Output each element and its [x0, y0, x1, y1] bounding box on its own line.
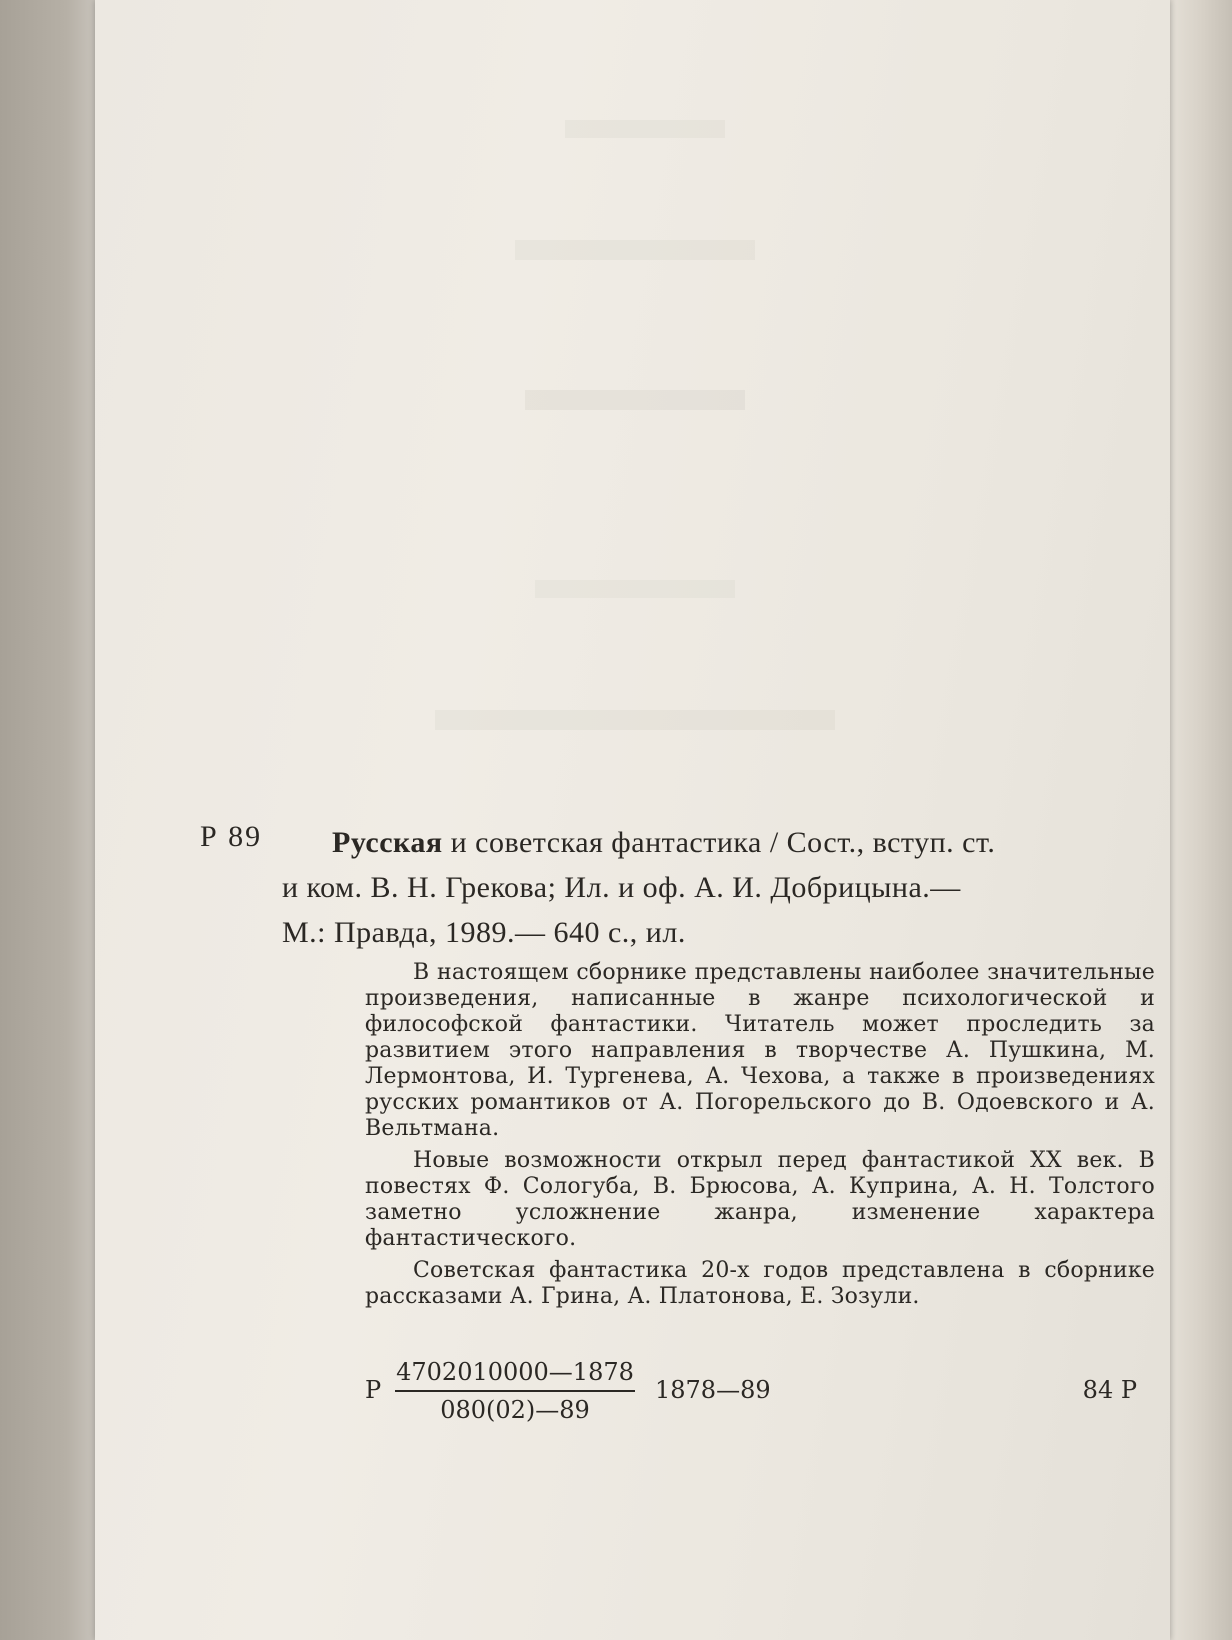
show-through-mark — [565, 120, 725, 138]
background-left — [0, 0, 95, 1640]
bib-line-1 — [332, 820, 1132, 865]
show-through-mark — [525, 390, 745, 410]
bib-line-2: и ком. В. Н. Грекова; Ил. и оф. А. И. Добрицына.— — [282, 871, 961, 904]
show-through-mark — [535, 580, 735, 598]
annotation — [365, 960, 1155, 1316]
index-prefix: Р — [365, 1376, 382, 1404]
classification-code: Р 89 — [200, 820, 263, 853]
book-title-word: Русская — [332, 826, 443, 859]
order-number: 1878—89 — [655, 1376, 771, 1404]
index-numerator: 4702010000—1878 — [395, 1358, 635, 1392]
lbc-code: 84 Р — [1082, 1376, 1137, 1404]
index-fraction — [395, 1358, 635, 1424]
annotation-paragraph: Советская фантастика 20-х годов представлена в сборнике рассказами А. Грина, А. Платонова, Е. Зозули. — [365, 1258, 1155, 1309]
catalog-index — [365, 1358, 1165, 1428]
index-denominator: 080(02)—89 — [440, 1396, 590, 1424]
annotation-paragraph: В настоящем сборнике представлены наиболее значительные произведения, написанные в жанре психологической и философской фантастики. Читатель может проследить за развитием этого направления в творчестве А. Пушкина, М. Лермонтова, И. Тургенева, А. Чехова, а также в произведениях русских романтиков от А. Погорельского до В. Одоевского и А. Вельтмана. — [365, 960, 1155, 1141]
show-through-mark — [435, 710, 835, 730]
bib-line-3: М.: Правда, 1989.— 640 с., ил. — [282, 916, 686, 949]
annotation-paragraph: Новые возможности открыл перед фантастикой XX век. В повестях Ф. Сологуба, В. Брюсова, А. Куприна, А. Н. Толстого заметно усложнение жанра, изменение характера фантастического. — [365, 1148, 1155, 1251]
show-through-mark — [515, 240, 755, 260]
bibliographic-description — [282, 820, 1132, 955]
book-page — [95, 0, 1170, 1640]
bib-line-1-rest: и советская фантастика / Сост., вступ. ст. — [442, 826, 996, 859]
